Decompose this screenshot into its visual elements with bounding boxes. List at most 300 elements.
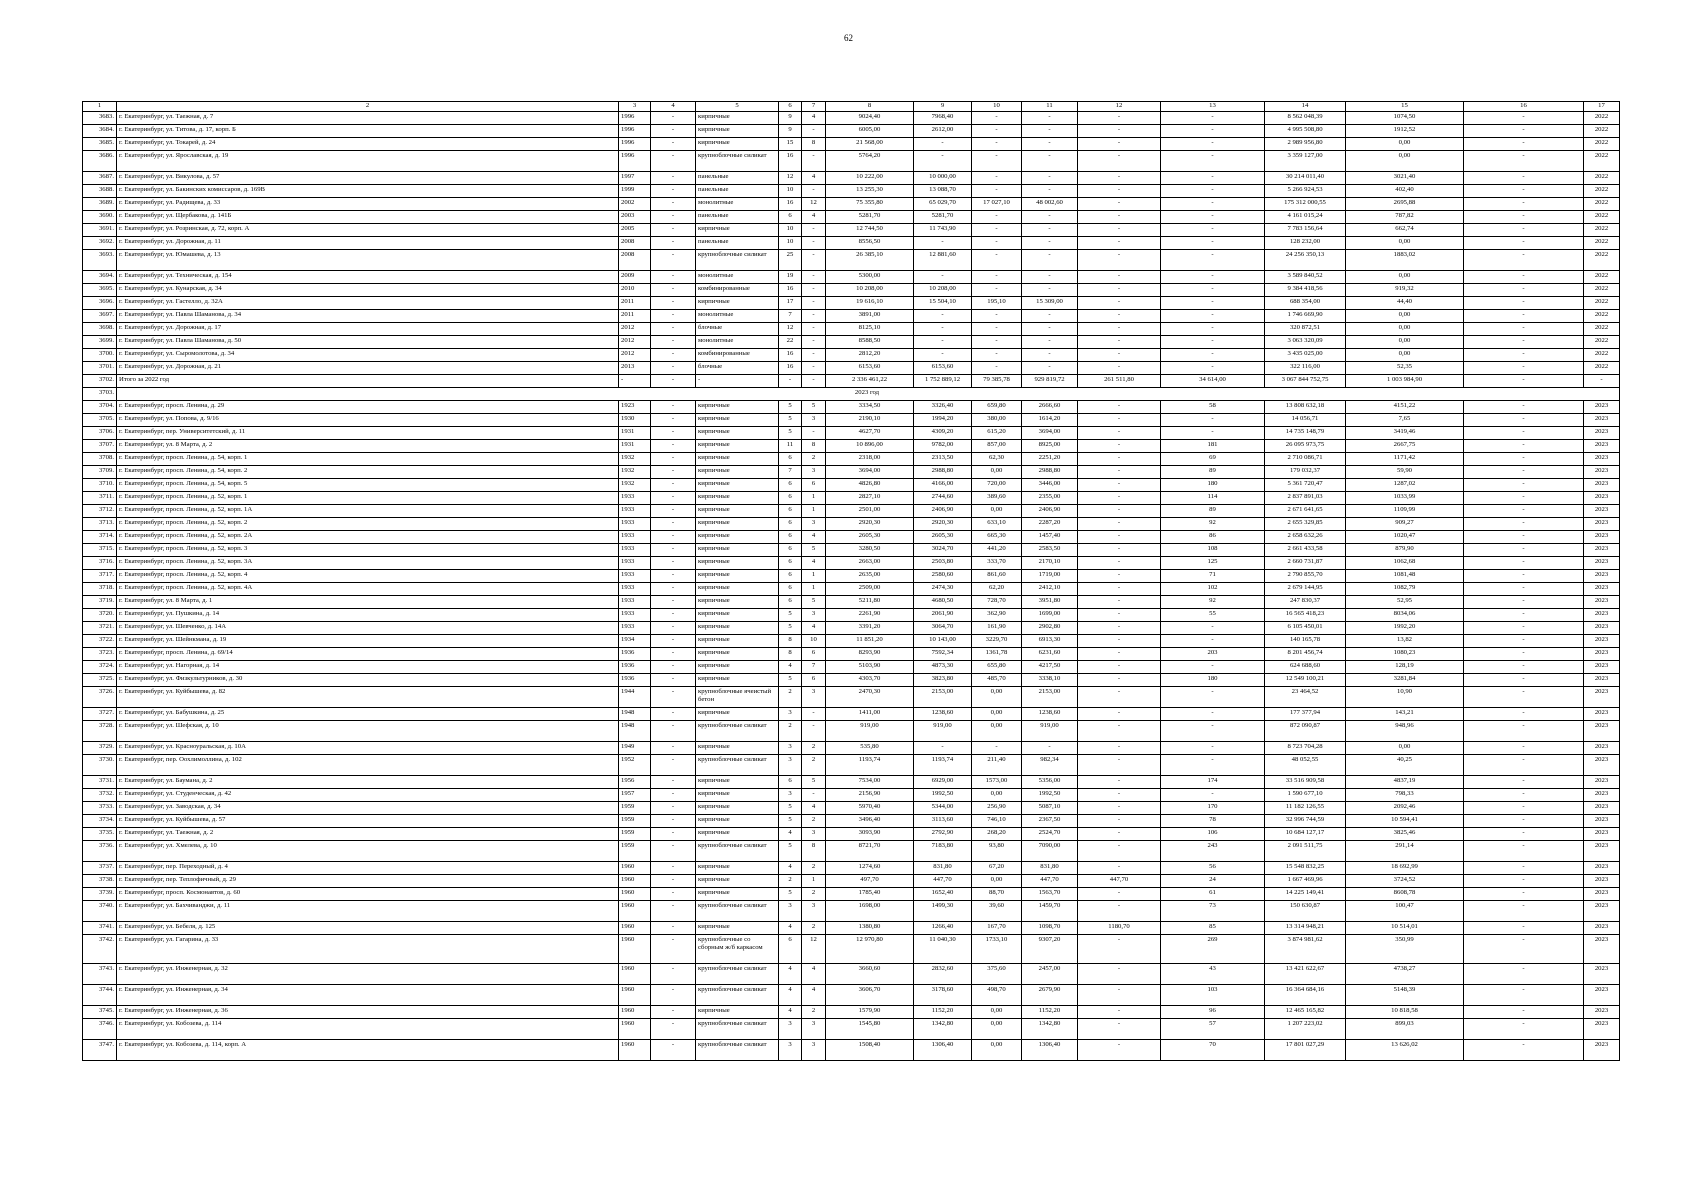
table-cell-col-3: 2012 [619,336,651,349]
table-cell-col-13: - [1161,138,1265,151]
table-cell-col-9: 6153,60 [914,362,972,375]
table-cell-col-1: 3717. [83,570,117,583]
table-cell-col-17: 2023 [1584,985,1620,1006]
table-cell-col-14: 17 801 027,29 [1265,1040,1346,1061]
table-cell-col-16: - [1464,349,1584,362]
table-row [83,250,1620,271]
table-cell-col-5: комбинированные [696,284,779,297]
table-cell-col-1: 3721. [83,622,117,635]
table-cell-col-3: 1960 [619,1006,651,1019]
table-cell-col-13: - [1161,151,1265,172]
table-cell-col-13: - [1161,112,1265,125]
column-number-cell: 16 [1464,102,1584,112]
table-cell-col-4: - [651,708,696,721]
table-cell-col-13: 57 [1161,1019,1265,1040]
table-row [83,789,1620,802]
table-cell-col-17: 2023 [1584,401,1620,414]
table-row [83,237,1620,250]
table-cell-col-2: г. Екатеринбург, ул. Куйбышева, д. 82 [117,687,619,708]
table-cell-col-9: - [914,310,972,323]
table-cell-col-4: - [651,776,696,789]
table-cell-col-14: 2 989 956,80 [1265,138,1346,151]
table-cell-col-4: - [651,755,696,776]
table-cell-col-13: 85 [1161,922,1265,935]
table-cell-col-6: 4 [779,828,802,841]
table-cell-col-8: 2190,10 [826,414,914,427]
table-row [83,635,1620,648]
table-cell-col-1: 3695. [83,284,117,297]
table-cell-col-13: 203 [1161,648,1265,661]
table-cell-col-10: 655,80 [972,661,1022,674]
table-cell-col-9: 831,80 [914,862,972,875]
table-cell-col-16: - [1464,596,1584,609]
table-cell-col-6: 3 [779,1040,802,1061]
table-cell-col-15: 1883,02 [1346,250,1464,271]
table-cell-col-3: 2010 [619,284,651,297]
table-cell-col-2: г. Екатеринбург, просп. Ленина, д. 52, корп. 3 [117,544,619,557]
table-cell-col-17: 2022 [1584,125,1620,138]
table-cell-col-5: кирпичные [696,505,779,518]
table-cell-col-3: 1936 [619,674,651,687]
table-cell-col-4: - [651,401,696,414]
table-cell-col-9: 1193,74 [914,755,972,776]
table-cell-col-5: кирпичные [696,518,779,531]
table-cell-col-6: 2 [779,875,802,888]
table-row [83,224,1620,237]
table-cell-col-15: 1020,47 [1346,531,1464,544]
table-cell-col-12: - [1078,755,1161,776]
table-cell-col-10: - [972,362,1022,375]
table-cell-col-8: 3606,70 [826,985,914,1006]
table-cell-col-11: 1152,20 [1022,1006,1078,1019]
table-cell-col-11: - [1022,742,1078,755]
table-cell-col-3: 2005 [619,224,651,237]
table-cell-col-10: - [972,172,1022,185]
table-cell-col-13: 89 [1161,505,1265,518]
table-cell-col-6: 6 [779,935,802,964]
table-cell-col-12: - [1078,661,1161,674]
table-row [83,964,1620,985]
table-cell-col-2: г. Екатеринбург, ул. Таежная, д. 2 [117,828,619,841]
table-cell-col-5: монолитные [696,271,779,284]
table-cell-col-10: 0,00 [972,721,1022,742]
table-row [83,622,1620,635]
table-cell-col-10: 633,10 [972,518,1022,531]
table-cell-col-2: г. Екатеринбург, ул. Дорожная, д. 11 [117,237,619,250]
table-cell-col-2: г. Екатеринбург, ул. Красноуральская, д. 10А [117,742,619,755]
table-cell-col-12: - [1078,708,1161,721]
table-cell-col-2: г. Екатеринбург, ул. Попова, д. 9/16 [117,414,619,427]
table-cell-col-3: 2009 [619,271,651,284]
table-cell-col-12: - [1078,211,1161,224]
table-cell-col-4: - [651,336,696,349]
table-cell-col-5: крупноблочные силикат [696,1019,779,1040]
table-cell-col-5: монолитные [696,336,779,349]
table-cell-col-11: 3446,00 [1022,479,1078,492]
table-cell-col-7: 4 [802,531,826,544]
table-cell-col-10: - [972,271,1022,284]
table-row [83,125,1620,138]
table-cell-col-7: 4 [802,964,826,985]
table-row [83,414,1620,427]
table-cell-col-2: г. Екатеринбург, ул. Викулова, д. 57 [117,172,619,185]
table-cell-col-3: 1960 [619,888,651,901]
table-cell-col-7: - [802,323,826,336]
table-cell-col-14: 2 671 641,65 [1265,505,1346,518]
table-cell-col-10: - [972,284,1022,297]
table-cell-col-4: - [651,570,696,583]
table-cell-col-8: 2509,00 [826,583,914,596]
table-cell-col-9: - [914,742,972,755]
table-row [83,198,1620,211]
table-cell-col-17: 2023 [1584,721,1620,742]
table-cell-col-16: - [1464,1006,1584,1019]
table-cell-col-12: - [1078,172,1161,185]
table-cell-col-3: 2008 [619,237,651,250]
table-cell-col-8: 7534,00 [826,776,914,789]
column-number-cell: 2 [117,102,619,112]
table-cell-col-1: 3702. [83,375,117,388]
table-cell-col-10: - [972,211,1022,224]
table-cell-col-11: - [1022,211,1078,224]
table-cell-col-9: 2988,80 [914,466,972,479]
table-cell-col-12: - [1078,1019,1161,1040]
table-cell-col-14: 3 874 981,62 [1265,935,1346,964]
table-cell-col-10: - [972,310,1022,323]
table-cell-col-9: - [914,237,972,250]
table-cell-col-17: 2023 [1584,661,1620,674]
table-cell-col-9: 447,70 [914,875,972,888]
table-cell-col-11: 2524,70 [1022,828,1078,841]
table-cell-col-3: 1932 [619,453,651,466]
table-cell-col-12: - [1078,349,1161,362]
table-cell-col-15: 2667,75 [1346,440,1464,453]
table-cell-col-15: 4837,19 [1346,776,1464,789]
table-cell-col-12: - [1078,622,1161,635]
table-cell-col-13: - [1161,742,1265,755]
table-cell-col-3: 1936 [619,648,651,661]
table-cell-col-17: 2023 [1584,557,1620,570]
table-cell-col-11: - [1022,224,1078,237]
table-cell-col-15: 100,47 [1346,901,1464,922]
table-cell-col-7: - [802,284,826,297]
table-cell-col-6: 4 [779,1006,802,1019]
table-cell-col-3: 1931 [619,427,651,440]
table-cell-col-3: 1960 [619,964,651,985]
table-cell-col-1: 3690. [83,211,117,224]
table-cell-col-16: - [1464,583,1584,596]
table-cell-col-6: 15 [779,138,802,151]
table-row [83,802,1620,815]
table-cell-col-17: 2023 [1584,708,1620,721]
table-cell-col-7: 6 [802,674,826,687]
table-cell-col-15: 3419,46 [1346,427,1464,440]
table-cell-col-10: 380,00 [972,414,1022,427]
table-cell-col-17: 2023 [1584,492,1620,505]
table-cell-col-3: 1932 [619,466,651,479]
table-row [83,466,1620,479]
table-cell-col-12: - [1078,362,1161,375]
column-number-cell: 11 [1022,102,1078,112]
table-cell-col-4: - [651,224,696,237]
table-cell-col-1: 3737. [83,862,117,875]
table-cell-col-9: 2061,90 [914,609,972,622]
table-cell-col-13: - [1161,125,1265,138]
table-cell-col-14: 2 658 632,26 [1265,531,1346,544]
table-cell-col-10: 498,70 [972,985,1022,1006]
table-cell-col-8: 19 616,10 [826,297,914,310]
table-cell-col-16: - [1464,237,1584,250]
table-cell-col-4: - [651,985,696,1006]
table-cell-col-15: 0,00 [1346,323,1464,336]
table-cell-col-16: - [1464,776,1584,789]
table-cell-col-15: 2092,46 [1346,802,1464,815]
table-cell-col-15: 143,21 [1346,708,1464,721]
table-cell-col-5: кирпичные [696,635,779,648]
table-cell-col-11: - [1022,362,1078,375]
table-cell-col-15: 919,32 [1346,284,1464,297]
table-cell-col-12: - [1078,635,1161,648]
table-cell-col-9: 3064,70 [914,622,972,635]
table-cell-col-14: 1 746 669,90 [1265,310,1346,323]
table-cell-col-8: 4627,70 [826,427,914,440]
table-cell-col-5: крупноблочные силикат [696,985,779,1006]
table-cell-col-3: 1960 [619,875,651,888]
table-cell-col-7: 8 [802,440,826,453]
table-cell-col-12: - [1078,453,1161,466]
table-cell-col-11: 1459,70 [1022,901,1078,922]
table-cell-col-6: 6 [779,596,802,609]
table-cell-col-3: 1960 [619,1040,651,1061]
table-cell-col-6: 9 [779,125,802,138]
table-cell-col-6: 5 [779,674,802,687]
table-cell-col-10: 615,20 [972,427,1022,440]
table-cell-col-10: - [972,742,1022,755]
table-cell-col-12: - [1078,841,1161,862]
table-cell-col-9: 1499,30 [914,901,972,922]
table-cell-col-16: - [1464,841,1584,862]
table-cell-col-8: 75 355,80 [826,198,914,211]
table-row [83,742,1620,755]
table-cell-col-7: 3 [802,414,826,427]
table-cell-col-12: - [1078,985,1161,1006]
table-cell-col-17: 2022 [1584,112,1620,125]
table-cell-col-1: 3683. [83,112,117,125]
table-cell-col-15: 291,14 [1346,841,1464,862]
table-cell-col-3: 1956 [619,776,651,789]
table-cell-col-12: - [1078,518,1161,531]
table-cell-col-3: 1996 [619,125,651,138]
table-cell-col-8: 3334,50 [826,401,914,414]
table-cell-col-1: 3701. [83,362,117,375]
table-cell-col-4: - [651,815,696,828]
table-cell-col-11: 6913,30 [1022,635,1078,648]
table-cell-col-12: - [1078,687,1161,708]
table-cell-col-16: - [1464,466,1584,479]
table-cell-col-17: 2023 [1584,815,1620,828]
table-cell-col-14: 23 464,52 [1265,687,1346,708]
table-cell-col-8: 3891,00 [826,310,914,323]
table-cell-col-4: - [651,802,696,815]
table-cell-col-4: - [651,505,696,518]
table-cell-col-12: - [1078,721,1161,742]
table-cell-col-1: 3709. [83,466,117,479]
table-cell-col-4: - [651,583,696,596]
table-cell-col-8: 2 336 461,22 [826,375,914,388]
table-cell-col-1: 3684. [83,125,117,138]
table-cell-col-5: кирпичные [696,492,779,505]
table-cell-col-9: 15 504,10 [914,297,972,310]
table-cell-col-6: 2 [779,687,802,708]
table-cell-col-8: 5103,90 [826,661,914,674]
table-cell-col-10: - [972,112,1022,125]
table-cell-col-3: 1959 [619,828,651,841]
table-cell-col-15: 4738,27 [1346,964,1464,985]
table-cell-col-8: 4303,70 [826,674,914,687]
table-cell-col-3: 1933 [619,596,651,609]
table-cell-col-14: 1 590 677,10 [1265,789,1346,802]
table-cell-col-8: 8556,50 [826,237,914,250]
table-row [83,687,1620,708]
table-cell-col-4: - [651,323,696,336]
table-row [83,862,1620,875]
table-cell-col-5: кирпичные [696,1006,779,1019]
table-cell-col-7: 3 [802,901,826,922]
table-cell-col-16: - [1464,544,1584,557]
table-cell-col-6: 4 [779,922,802,935]
table-row [83,362,1620,375]
table-cell-col-16: - [1464,479,1584,492]
table-cell-col-4: - [651,862,696,875]
year-divider-row [83,388,1620,401]
table-cell-col-14: 2 655 329,85 [1265,518,1346,531]
table-cell-col-17: 2022 [1584,211,1620,224]
table-cell-col-16: - [1464,609,1584,622]
table-row [83,492,1620,505]
table-cell-col-3: 1960 [619,985,651,1006]
table-cell-col-11: - [1022,151,1078,172]
table-cell-col-14: 3 067 844 752,75 [1265,375,1346,388]
table-cell-col-3: 1933 [619,622,651,635]
table-cell-col-15: 0,00 [1346,336,1464,349]
table-cell-col-12: - [1078,284,1161,297]
table-cell-col-14: 3 435 025,00 [1265,349,1346,362]
table-cell-col-11: 919,00 [1022,721,1078,742]
table-cell-col-6: 7 [779,466,802,479]
table-cell-col-3: 1930 [619,414,651,427]
table-cell-col-1: 3686. [83,151,117,172]
table-cell-col-8: 5281,70 [826,211,914,224]
table-cell-col-10: 375,60 [972,964,1022,985]
table-cell-col-3: 1999 [619,185,651,198]
table-cell-col-6: 8 [779,648,802,661]
table-cell-col-9: 7968,40 [914,112,972,125]
table-cell-col-9: 1306,40 [914,1040,972,1061]
table-cell-col-2: г. Екатеринбург, ул. Физкультурников, д. 30 [117,674,619,687]
table-cell-col-4: - [651,964,696,985]
table-cell-col-3: 2012 [619,349,651,362]
table-cell-col-13: - [1161,349,1265,362]
table-cell-col-14: 13 808 632,18 [1265,401,1346,414]
table-cell-col-17: 2023 [1584,1040,1620,1061]
table-cell-col-12: - [1078,237,1161,250]
table-cell-col-4: - [651,596,696,609]
table-cell-col-16: - [1464,362,1584,375]
table-cell-col-14: 150 630,87 [1265,901,1346,922]
table-cell-col-10: - [972,185,1022,198]
table-cell-col-9: 4309,20 [914,427,972,440]
table-cell-col-4: - [651,609,696,622]
table-cell-col-13: - [1161,185,1265,198]
table-cell-col-13: - [1161,211,1265,224]
table-cell-col-1: 3715. [83,544,117,557]
table-cell-col-2: г. Екатеринбург, ул. Павла Шаманова, д. 34 [117,310,619,323]
table-cell-col-10: 659,80 [972,401,1022,414]
table-cell-col-16: - [1464,964,1584,985]
table-cell-col-15: 7,65 [1346,414,1464,427]
table-cell-col-16: - [1464,570,1584,583]
table-cell-col-15: 1033,99 [1346,492,1464,505]
table-cell-col-11: 2251,20 [1022,453,1078,466]
table-cell-col-13: - [1161,427,1265,440]
table-cell-col-16: - [1464,401,1584,414]
table-cell-col-3: 1933 [619,492,651,505]
table-cell-col-10: 0,00 [972,466,1022,479]
table-cell-col-17: 2022 [1584,237,1620,250]
table-cell-col-9: 2792,90 [914,828,972,841]
table-cell-col-12: - [1078,427,1161,440]
table-cell-col-15: 1992,20 [1346,622,1464,635]
table-cell-col-16: - [1464,815,1584,828]
column-number-cell: 4 [651,102,696,112]
table-cell-col-17: 2022 [1584,323,1620,336]
table-cell-col-4: - [651,172,696,185]
table-cell-col-4: - [651,125,696,138]
table-row [83,922,1620,935]
table-cell-col-13: - [1161,323,1265,336]
table-cell-col-15: 0,00 [1346,349,1464,362]
table-cell-col-4: - [651,198,696,211]
table-cell-col-5: крупноблочные силикат [696,755,779,776]
table-cell-col-2: г. Екатеринбург, ул. Юмашева, д. 13 [117,250,619,271]
table-cell-col-6: 9 [779,112,802,125]
table-cell-col-12: - [1078,271,1161,284]
table-cell-col-10: - [972,151,1022,172]
table-cell-col-7: - [802,708,826,721]
table-cell-col-12: - [1078,466,1161,479]
table-cell-col-14: 3 589 840,52 [1265,271,1346,284]
table-cell-col-10: 88,70 [972,888,1022,901]
table-cell-col-16: - [1464,531,1584,544]
table-cell-col-16: - [1464,875,1584,888]
table-cell-col-17: 2023 [1584,440,1620,453]
table-cell-col-13: 180 [1161,674,1265,687]
table-cell-col-6: 12 [779,323,802,336]
table-cell-col-4: - [651,466,696,479]
table-cell-col-12: - [1078,323,1161,336]
table-cell-col-1: 3712. [83,505,117,518]
table-cell-col-7: 3 [802,518,826,531]
table-cell-col-12: - [1078,557,1161,570]
table-cell-col-2: г. Екатеринбург, ул. Заводская, д. 34 [117,802,619,815]
table-cell-col-15: 10,90 [1346,687,1464,708]
table-cell-col-9: 10 143,00 [914,635,972,648]
table-cell-col-15: 18 692,99 [1346,862,1464,875]
table-cell-col-9: 1 752 889,12 [914,375,972,388]
table-cell-col-6: 6 [779,492,802,505]
table-cell-col-1: 3729. [83,742,117,755]
table-cell-col-4: - [651,1019,696,1040]
